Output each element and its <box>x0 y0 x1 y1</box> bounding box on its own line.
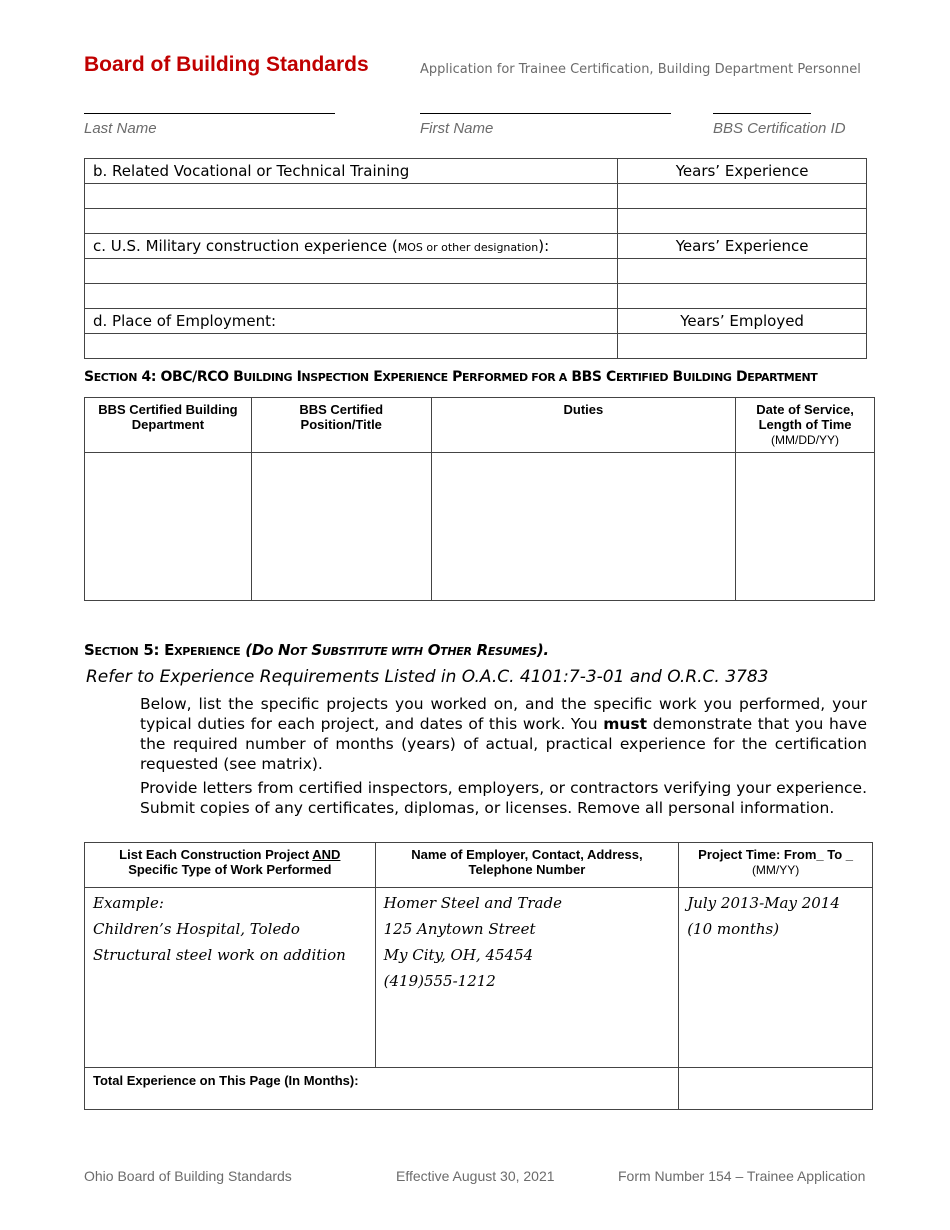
example-project-name: Children’s Hospital, Toledo <box>93 920 300 938</box>
project-experience-table <box>84 842 873 1110</box>
footer-form-number: Form Number 154 – Trainee Application <box>618 1168 866 1184</box>
instructions-paragraph-1: Below, list the specific projects you worked on, and the specific work you performed, your typical duties for each project, and dates of this work. You must demonstrate that you have the required number of months (years) of actual, practical experience for the certification requested (see matrix). <box>140 695 867 773</box>
cert-id-line[interactable] <box>713 113 811 114</box>
training-experience-table <box>84 158 867 359</box>
military-entry-1[interactable] <box>85 259 618 284</box>
footer-effective-date: Effective August 30, 2021 <box>396 1168 555 1184</box>
training-entry-2[interactable] <box>85 209 618 234</box>
example-label: Example: <box>93 894 164 912</box>
training-years-2[interactable] <box>618 209 867 234</box>
years-employed-header: Years’ Employed <box>618 309 867 334</box>
employment-years[interactable] <box>618 334 867 359</box>
vocational-training-label: b. Related Vocational or Technical Training <box>85 159 618 184</box>
training-entry-1[interactable] <box>85 184 618 209</box>
military-years-1[interactable] <box>618 259 867 284</box>
example-employer-phone: (419)555-1212 <box>383 972 496 990</box>
col-position-title: BBS Certified Position/Title <box>251 398 431 453</box>
military-entry-2[interactable] <box>85 284 618 309</box>
employment-label: d. Place of Employment: <box>85 309 618 334</box>
training-years-1[interactable] <box>618 184 867 209</box>
col-project-time: Project Time: From_ To _ (MM/YY) <box>679 843 873 888</box>
total-experience-label: Total Experience on This Page (In Months): <box>85 1068 679 1110</box>
first-name-line[interactable] <box>420 113 671 114</box>
col-project-work: List Each Construction Project AND Specific Type of Work Performed <box>85 843 376 888</box>
date-of-service-cell[interactable] <box>736 453 875 601</box>
experience-requirements-reference: Refer to Experience Requirements Listed in O.A.C. 4101:7-3-01 and O.R.C. 3783 <box>86 667 769 687</box>
military-years-header: Years’ Experience <box>618 234 867 259</box>
section5-heading: SECTION 5: EXPERIENCE (DO NOT SUBSTITUTE WITH OTHER RESUMES). <box>84 641 549 659</box>
military-experience-label: c. U.S. Military construction experience (MOS or other designation): <box>85 234 618 259</box>
example-employer-city: My City, OH, 45454 <box>383 946 534 964</box>
form-subtitle: Application for Trainee Certification, Building Department Personnel <box>420 62 861 77</box>
last-name-line[interactable] <box>84 113 335 114</box>
example-employer-cell[interactable] <box>375 888 679 1068</box>
example-employer-name: Homer Steel and Trade <box>383 894 562 912</box>
inspection-experience-table <box>84 397 875 601</box>
example-project-cell[interactable] <box>85 888 376 1068</box>
col-building-department: BBS Certified Building Department <box>85 398 252 453</box>
example-time-cell[interactable] <box>679 888 873 1068</box>
military-years-2[interactable] <box>618 284 867 309</box>
years-experience-header: Years’ Experience <box>618 159 867 184</box>
cert-id-label: BBS Certification ID <box>713 120 846 137</box>
example-date-range: July 2013-May 2014 <box>687 894 840 912</box>
col-date-of-service: Date of Service, Length of Time (MM/DD/YY) <box>736 398 875 453</box>
example-work-type: Structural steel work on addition <box>93 946 346 964</box>
duties-cell[interactable] <box>431 453 735 601</box>
building-department-cell[interactable] <box>85 453 252 601</box>
board-title: Board of Building Standards <box>84 53 369 76</box>
instructions-paragraph-2: Provide letters from certified inspectors, employers, or contractors verifying your experience. Submit copies of any certificates, diplomas, or licenses. Remove all personal information. <box>140 779 867 817</box>
footer-org: Ohio Board of Building Standards <box>84 1168 292 1184</box>
example-employer-street: 125 Anytown Street <box>383 920 536 938</box>
employment-entry[interactable] <box>85 334 618 359</box>
col-duties: Duties <box>431 398 735 453</box>
last-name-label: Last Name <box>84 120 157 137</box>
example-duration: (10 months) <box>687 920 780 938</box>
col-employer-contact: Name of Employer, Contact, Address, Telephone Number <box>375 843 679 888</box>
section4-heading: SECTION 4: OBC/RCO BUILDING INSPECTION EXPERIENCE PERFORMED FOR A BBS CERTIFIED BUILDING DEPARTMENT <box>84 369 818 385</box>
first-name-label: First Name <box>420 120 494 137</box>
position-title-cell[interactable] <box>251 453 431 601</box>
total-experience-value[interactable] <box>679 1068 873 1110</box>
